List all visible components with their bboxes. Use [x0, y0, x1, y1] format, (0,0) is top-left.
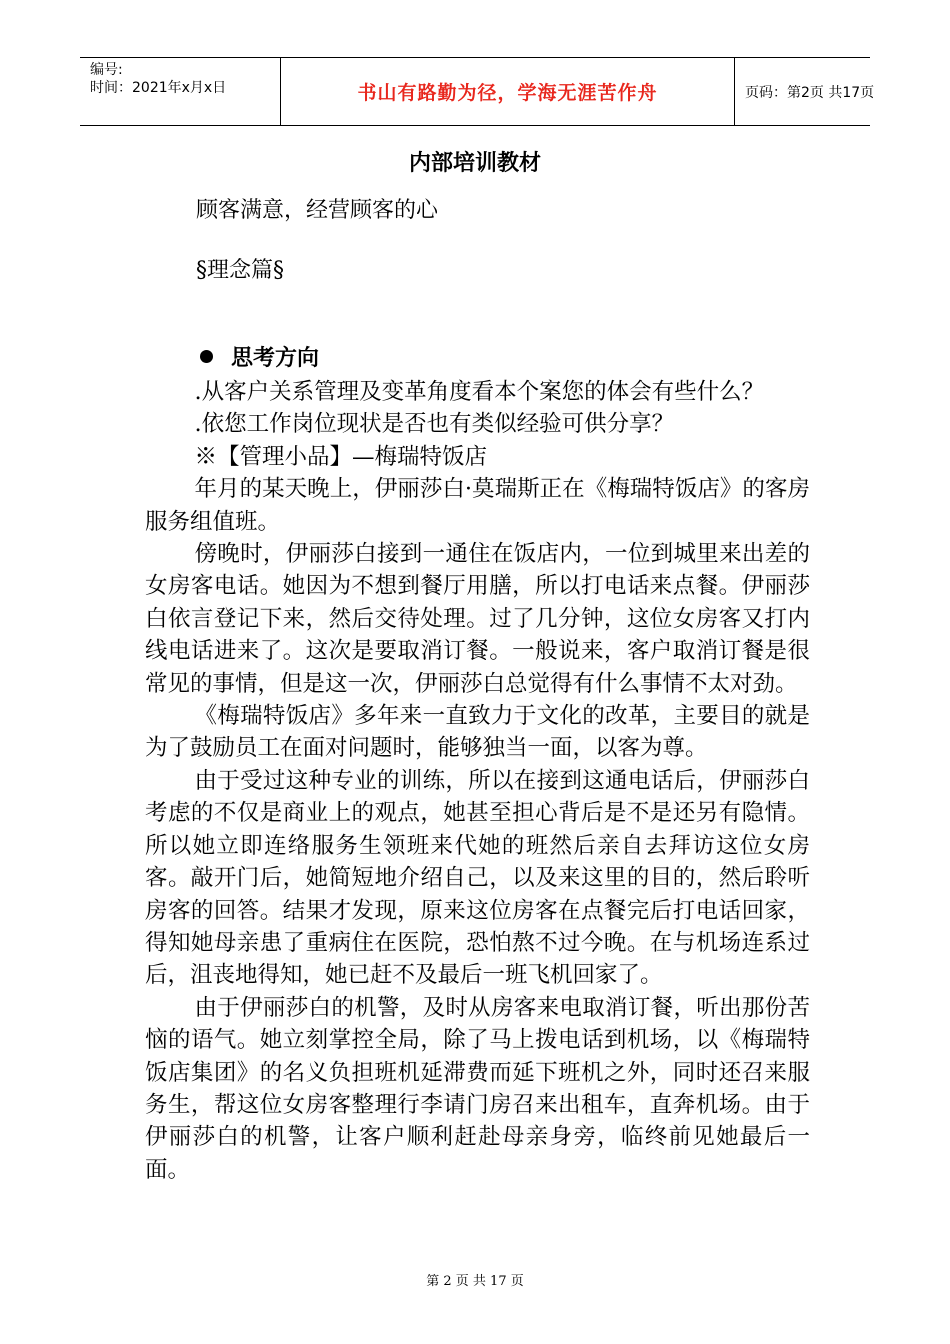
header-motto-cell	[280, 58, 735, 125]
document-body	[145, 376, 810, 1186]
body-paragraph: 傍晚时，伊丽莎白接到一通住在饭店内，一位到城里来出差的女房客电话。她因为不想到餐厅用膳，所以打电话来点餐。伊丽莎白依言登记下来，然后交待处理。过了几分钟，这位女房客又打内线电话进来了。这次是要取消订餐。一般说来，客户取消订餐是很常见的事情，但是这一次，伊丽莎白总觉得有什么事情不太对劲。	[145, 541, 810, 697]
bullet-heading	[200, 343, 319, 373]
bullet-heading-text: 思考方向	[231, 345, 320, 371]
document-subtitle: 顾客满意，经营顾客的心	[196, 198, 439, 223]
body-paragraph: 《梅瑞特饭店》多年来一直致力于文化的改革，主要目的就是为了鼓励员工在面对问题时，能够独当一面，以客为尊。	[145, 703, 810, 762]
header-page-info: 页码：第2页 共17页	[745, 84, 875, 101]
document-time-label: 时间：2021年x月x日	[90, 80, 227, 96]
question-2: .依您工作岗位现状是否也有类似经验可供分享？	[194, 411, 675, 438]
section-heading: §理念篇§	[196, 258, 285, 283]
question-1: .从客户关系管理及变革角度看本个案您的体会有些什么？	[194, 379, 765, 405]
body-paragraph: 由于伊丽莎白的机警，及时从房客来电取消订餐，听出那份苦恼的语气。她立刻掌控全局，除了马上拨电话到机场，以《梅瑞特饭店集团》的名义负担班机延滞费而延下班机之外，同时还召来服务生，帮这位女房客整理行李请门房召来出租车，直奔机场。由于伊丽莎白的机警，让客户顺利赶赴母亲身旁，临终前见她最后一面。	[145, 994, 810, 1183]
header-meta	[80, 58, 280, 125]
header-motto: 书山有路勤为径，学海无涯苦作舟	[357, 82, 658, 104]
body-paragraph: 年月的某天晚上，伊丽莎白·莫瑞斯正在《梅瑞特饭店》的客房服务组值班。	[145, 476, 810, 535]
bullet-dot-icon	[200, 350, 213, 363]
page-header	[80, 57, 875, 126]
document-number-label: 编号:	[90, 62, 123, 78]
body-paragraph: 由于受过这种专业的训练，所以在接到这通电话后，伊丽莎白考虑的不仅是商业上的观点，她甚至担心背后是不是还另有隐情。所以她立即连络服务生领班来代她的班然后亲自去拜访这位女房客。敲开门后，她简短地介绍自己，以及来这里的目的，然后聆听房客的回答。结果才发现，原来这位房客在点餐完后打电话回家，得知她母亲患了重病住在医院，恐怕熬不过今晚。在与机场连系过后，沮丧地得知，她已赶不及最后一班飞机回家了。	[145, 767, 810, 989]
document-title: 内部培训教材	[408, 150, 541, 176]
page-footer: 第 2 页 共 17 页	[426, 1274, 524, 1289]
case-heading: ※【管理小品】—梅瑞特饭店	[194, 443, 488, 470]
